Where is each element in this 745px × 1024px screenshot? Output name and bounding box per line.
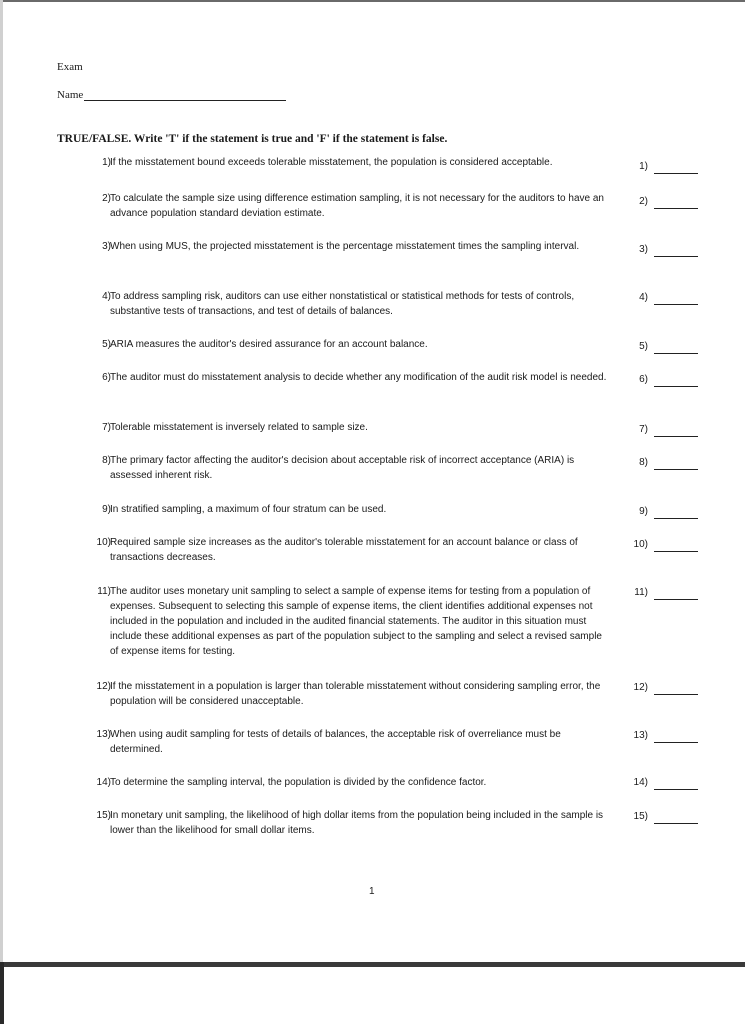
answer-line[interactable] [654,162,698,174]
question-text: When using MUS, the projected misstatement is the percentage misstatement times the sampling interval. [110,241,580,252]
answer-blank-10[interactable] [632,537,698,552]
answer-blank-12[interactable] [632,680,698,695]
answer-line[interactable] [654,458,698,470]
question-10 [93,535,613,565]
question-number: 14) [96,777,111,788]
answer-line[interactable] [654,342,698,354]
answer-label: 12) [633,682,648,693]
scan-left-edge [0,0,3,962]
question-9 [93,502,613,517]
answer-label: 9) [639,506,648,517]
question-15 [93,808,613,838]
answer-label: 15) [633,811,648,822]
answer-blank-11[interactable] [632,585,698,600]
question-number: 7) [102,422,111,433]
question-number: 9) [102,504,111,515]
answer-blank-7[interactable] [632,422,698,437]
answer-label: 14) [633,777,648,788]
question-text: Required sample size increases as the auditor's tolerable misstatement for an account balance or class of transactions decreases. [110,537,578,563]
answer-line[interactable] [654,425,698,437]
name-label: Name [57,89,84,101]
question-text: When using audit sampling for tests of details of balances, the acceptable risk of overreliance must be determined. [110,729,561,755]
question-text: If the misstatement in a population is larger than tolerable misstatement without considering sampling error, the population will be considered unacceptable. [110,681,601,707]
answer-blank-1[interactable] [632,159,698,174]
question-number: 11) [97,586,111,597]
question-number: 6) [102,372,111,383]
question-12 [93,679,613,709]
answer-line[interactable] [654,507,698,519]
question-text: To calculate the sample size using difference estimation sampling, it is not necessary for the auditors to have an advance population standard deviation estimate. [110,193,604,219]
answer-label: 10) [633,539,648,550]
question-4 [93,289,613,319]
answer-blank-14[interactable] [632,775,698,790]
question-13 [93,727,613,757]
scan-corner-mark [0,962,4,1024]
answer-blank-6[interactable] [632,372,698,387]
question-number: 3) [102,241,111,252]
answer-line[interactable] [654,778,698,790]
answer-line[interactable] [654,731,698,743]
answer-label: 3) [639,244,648,255]
question-number: 12) [96,681,111,692]
answer-label: 1) [639,161,648,172]
question-number: 10) [96,537,111,548]
answer-label: 11) [634,587,648,598]
answer-line[interactable] [654,683,698,695]
answer-label: 6) [639,374,648,385]
question-number: 15) [96,810,111,821]
answer-label: 2) [639,196,648,207]
question-3 [93,239,613,254]
answer-label: 4) [639,292,648,303]
answer-blank-3[interactable] [632,242,698,257]
question-text: ARIA measures the auditor's desired assurance for an account balance. [110,339,428,350]
answer-blank-13[interactable] [632,728,698,743]
answer-blank-4[interactable] [632,290,698,305]
answer-blank-8[interactable] [632,455,698,470]
question-number: 5) [102,339,111,350]
question-number: 8) [102,455,111,466]
answer-blank-15[interactable] [632,809,698,824]
question-text: The auditor uses monetary unit sampling to select a sample of expense items for testing from a population of expenses. Subsequent to selecting this sample of expense items, the client identifies additional expenses not included in the population and included in the audited financial statements. The auditor in this situation must include these additional expenses as part of the population subject to the sampling and select a revised sample of expense items for testing. [110,586,602,657]
scan-bottom-edge [0,962,745,967]
question-text: To address sampling risk, auditors can use either nonstatistical or statistical methods for tests of controls, substantive tests of transactions, and test of details of balances. [110,291,575,317]
question-number: 13) [96,729,111,740]
question-number: 4) [102,291,111,302]
answer-line[interactable] [654,197,698,209]
question-number: 1) [102,157,111,168]
question-text: In monetary unit sampling, the likelihood of high dollar items from the population being included in the sample is lower than the likelihood for small dollar items. [110,810,604,836]
question-text: The auditor must do misstatement analysis to decide whether any modification of the audit risk model is needed. [110,372,607,383]
question-number: 2) [102,193,111,204]
page-number: 1 [369,886,375,897]
answer-label: 7) [639,424,648,435]
question-8 [93,453,613,483]
answer-line[interactable] [654,245,698,257]
question-2 [93,191,613,221]
question-7 [93,420,613,435]
name-field [57,89,286,101]
question-text: The primary factor affecting the auditor's decision about acceptable risk of incorrect acceptance (ARIA) is assessed inherent risk. [110,455,575,481]
answer-label: 5) [639,341,648,352]
question-14 [93,775,613,790]
question-text: Tolerable misstatement is inversely related to sample size. [110,422,368,433]
answer-line[interactable] [654,812,698,824]
name-blank-line[interactable] [84,90,286,101]
question-text: If the misstatement bound exceeds tolerable misstatement, the population is considered acceptable. [110,157,553,168]
answer-blank-2[interactable] [632,194,698,209]
scan-top-edge [0,0,745,2]
answer-label: 13) [633,730,648,741]
answer-blank-5[interactable] [632,339,698,354]
answer-line[interactable] [654,293,698,305]
question-11 [93,584,613,659]
answer-line[interactable] [654,540,698,552]
question-1 [93,155,613,170]
question-6 [93,370,613,385]
question-5 [93,337,613,352]
answer-label: 8) [639,457,648,468]
answer-line[interactable] [654,375,698,387]
question-text: In stratified sampling, a maximum of four stratum can be used. [110,504,387,515]
question-text: To determine the sampling interval, the population is divided by the confidence factor. [110,777,487,788]
section-instructions: TRUE/FALSE. Write 'T' if the statement is true and 'F' if the statement is false. [57,133,448,145]
answer-line[interactable] [654,588,698,600]
answer-blank-9[interactable] [632,504,698,519]
exam-label: Exam [57,61,83,73]
